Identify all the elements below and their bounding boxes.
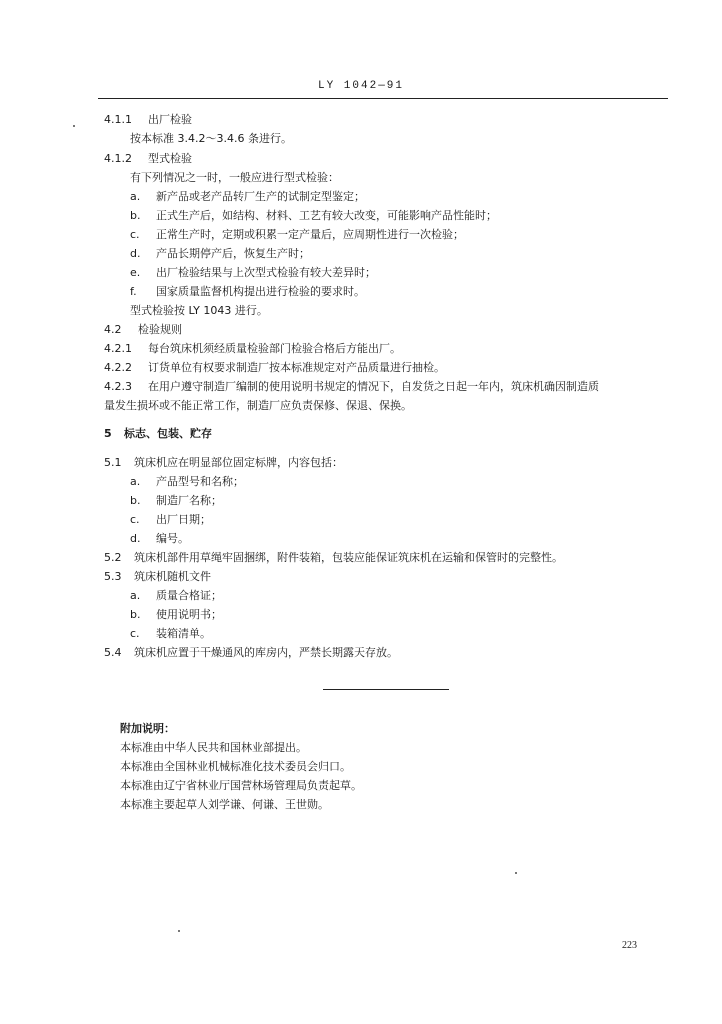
clause-number: 4.2 <box>104 323 122 336</box>
list-marker: a. <box>130 475 141 488</box>
clause-4-1-2-closing: 型式检验按 LY 1043 进行。 <box>130 304 268 317</box>
clause-5-1 <box>104 456 343 470</box>
list-text: 产品型号和名称； <box>156 475 244 488</box>
list-item <box>130 209 497 223</box>
appendix-line: 本标准主要起草人刘学谦、何谦、王世勋。 <box>120 798 329 811</box>
clause-4-1-2-heading <box>104 152 192 166</box>
appendix-line: 本标准由辽宁省林业厅国营林场管理局负责起草。 <box>120 779 362 792</box>
list-text: 产品长期停产后，恢复生产时； <box>156 247 310 260</box>
clause-4-2-3 <box>104 380 599 394</box>
list-text: 出厂日期； <box>156 513 211 526</box>
list-item <box>130 532 189 546</box>
list-item <box>130 190 365 204</box>
list-marker: a. <box>130 190 141 203</box>
clause-number: 4.1.2 <box>104 152 132 165</box>
clause-4-1-1-body: 按本标准 3.4.2～3.4.6 条进行。 <box>130 132 292 145</box>
clause-5-4 <box>104 646 398 660</box>
header-rule <box>98 98 668 99</box>
list-item <box>130 266 376 280</box>
section-title: 标志、包装、贮存 <box>124 427 212 440</box>
clause-text: 在用户遵守制造厂编制的使用说明书规定的情况下，自发货之日起一年内，筑床机确因制造质 <box>148 380 599 393</box>
list-marker: b. <box>130 608 141 621</box>
list-item <box>130 247 310 261</box>
clause-title: 型式检验 <box>148 152 192 165</box>
appendix-line: 本标准由全国林业机械标准化技术委员会归口。 <box>120 760 351 773</box>
end-rule <box>323 689 449 690</box>
clause-title: 出厂检验 <box>148 113 192 126</box>
list-marker: e. <box>130 266 141 279</box>
clause-5-3 <box>104 570 211 584</box>
list-marker: c. <box>130 627 140 640</box>
list-text: 质量合格证； <box>156 589 222 602</box>
list-text: 出厂检验结果与上次型式检验有较大差异时； <box>156 266 376 279</box>
list-item <box>130 608 222 622</box>
clause-5-2 <box>104 551 563 565</box>
clause-number: 4.1.1 <box>104 113 132 126</box>
clause-number: 4.2.2 <box>104 361 132 374</box>
list-marker: f. <box>130 285 137 298</box>
list-marker: d. <box>130 532 141 545</box>
list-marker: b. <box>130 494 141 507</box>
clause-number: 5.2 <box>104 551 122 564</box>
section-5-heading <box>104 427 212 441</box>
list-item <box>130 285 365 299</box>
scan-speck <box>515 872 517 874</box>
clause-4-1-2-intro: 有下列情况之一时，一般应进行型式检验： <box>130 171 339 184</box>
clause-number: 5.4 <box>104 646 122 659</box>
list-text: 制造厂名称； <box>156 494 222 507</box>
standard-code: LY 1042—91 <box>317 80 404 92</box>
list-marker: c. <box>130 228 140 241</box>
list-text: 正式生产后，如结构、材料、工艺有较大改变，可能影响产品性能时； <box>156 209 497 222</box>
list-item <box>130 513 211 527</box>
clause-number: 4.2.1 <box>104 342 132 355</box>
appendix-line: 本标准由中华人民共和国林业部提出。 <box>120 741 307 754</box>
list-text: 正常生产时，定期或积累一定产量后，应周期性进行一次检验； <box>156 228 464 241</box>
scan-speck <box>73 125 75 127</box>
list-text: 新产品或老产品转厂生产的试制定型鉴定； <box>156 190 365 203</box>
clause-title: 检验规则 <box>138 323 182 336</box>
list-text: 国家质量监督机构提出进行检验的要求时。 <box>156 285 365 298</box>
list-text: 装箱清单。 <box>156 627 211 640</box>
scan-speck <box>178 930 180 932</box>
clause-text: 筑床机部件用草绳牢固捆绑，附件装箱，包装应能保证筑床机在运输和保管时的完整性。 <box>134 551 563 564</box>
list-item <box>130 228 464 242</box>
list-item <box>130 494 222 508</box>
clause-text: 订货单位有权要求制造厂按本标准规定对产品质量进行抽检。 <box>148 361 445 374</box>
list-marker: c. <box>130 513 140 526</box>
page-number: 223 <box>622 940 637 951</box>
clause-4-2-3-continued: 量发生损坏或不能正常工作，制造厂应负责保修、保退、保换。 <box>104 399 412 412</box>
clause-number: 4.2.3 <box>104 380 132 393</box>
list-item <box>130 627 211 641</box>
list-item <box>130 475 244 489</box>
list-item <box>130 589 222 603</box>
clause-4-2-2 <box>104 361 445 375</box>
clause-4-1-1-heading <box>104 113 192 127</box>
clause-text: 筑床机应置于干燥通风的库房内，严禁长期露天存放。 <box>134 646 398 659</box>
clause-text: 筑床机应在明显部位固定标牌，内容包括： <box>134 456 343 469</box>
clause-4-2-heading <box>104 323 182 337</box>
clause-number: 5.1 <box>104 456 122 469</box>
clause-4-2-1 <box>104 342 401 356</box>
list-text: 使用说明书； <box>156 608 222 621</box>
clause-text: 每台筑床机须经质量检验部门检验合格后方能出厂。 <box>148 342 401 355</box>
list-marker: d. <box>130 247 141 260</box>
list-marker: a. <box>130 589 141 602</box>
clause-number: 5.3 <box>104 570 122 583</box>
appendix-title: 附加说明： <box>120 722 175 735</box>
list-text: 编号。 <box>156 532 189 545</box>
list-marker: b. <box>130 209 141 222</box>
section-number: 5 <box>104 427 112 440</box>
clause-text: 筑床机随机文件 <box>134 570 211 583</box>
